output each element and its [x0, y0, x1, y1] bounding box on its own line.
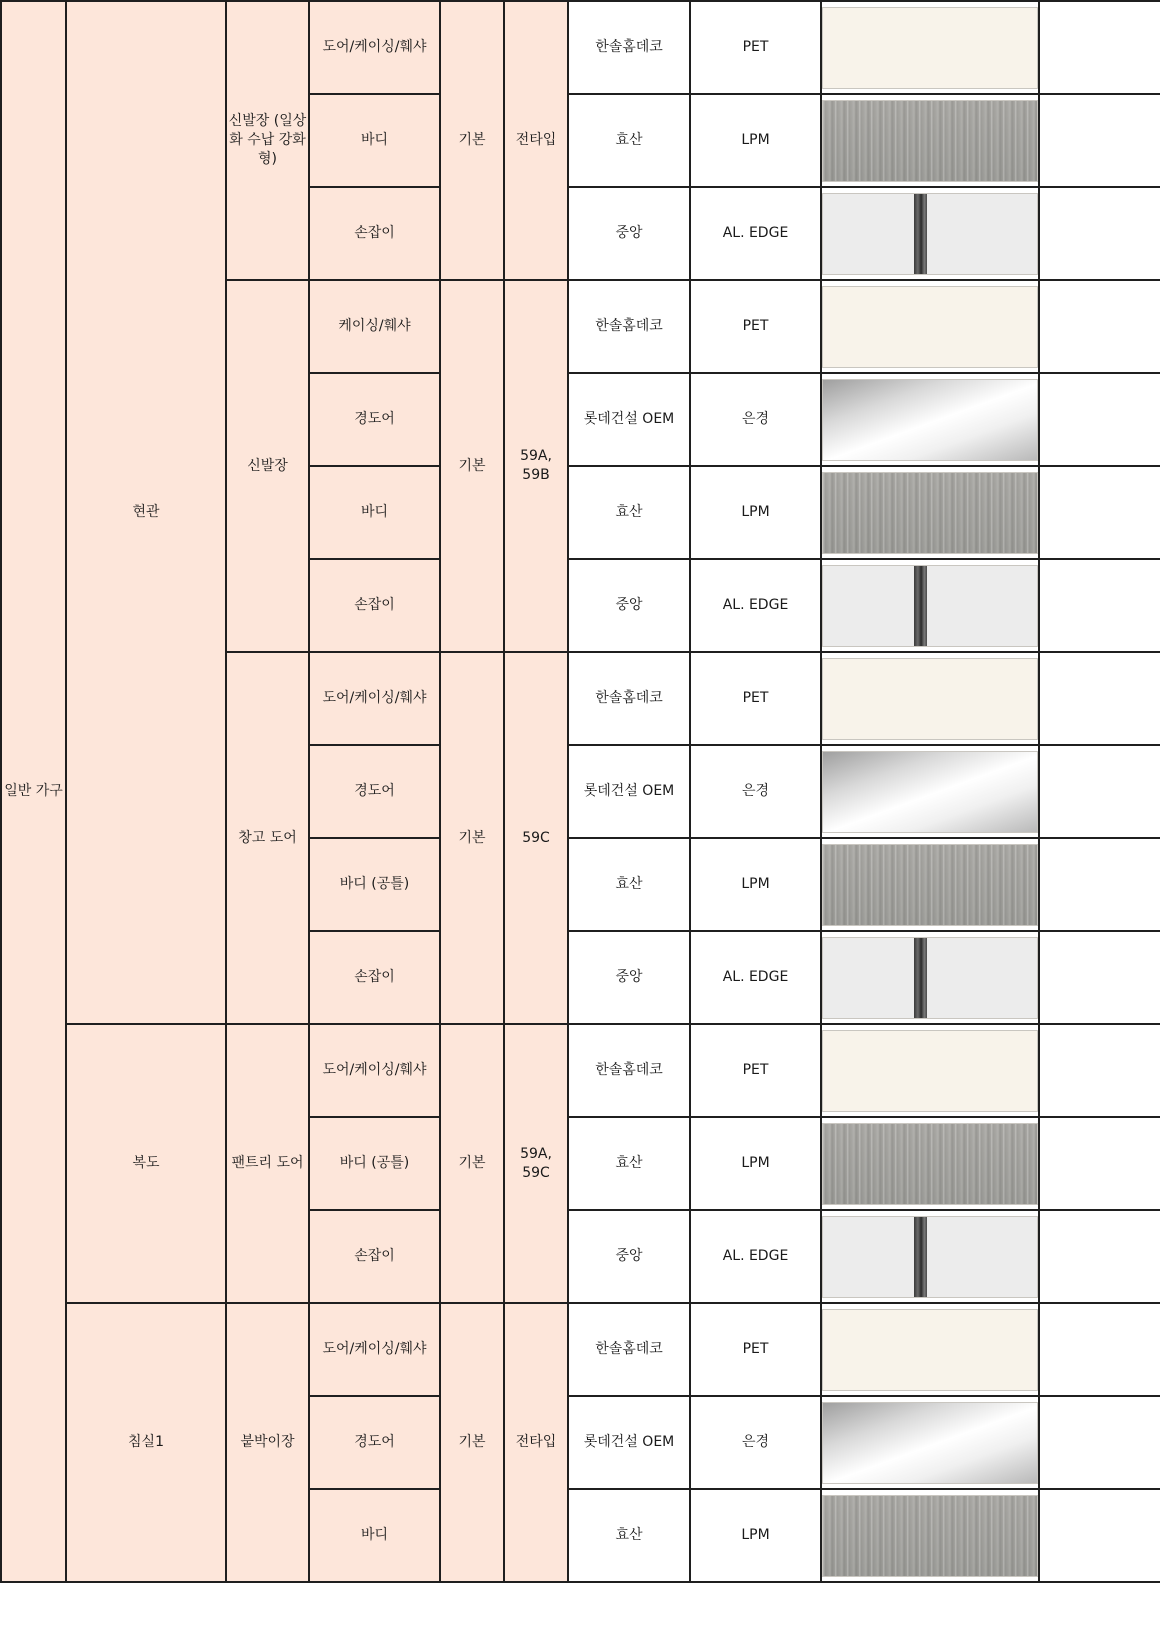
note-cell [1039, 559, 1160, 652]
part-cell: 바디 [309, 1489, 440, 1582]
note-cell [1039, 1396, 1160, 1489]
spec-cell: 기본 [440, 280, 504, 652]
lpm-swatch-image [822, 1495, 1038, 1577]
swatch-cell [821, 559, 1039, 652]
part-cell: 경도어 [309, 373, 440, 466]
pet-swatch-image [822, 658, 1038, 740]
item-cell: 신발장 [226, 280, 309, 652]
swatch-cell [821, 1396, 1039, 1489]
maker-cell: 효산 [568, 1117, 690, 1210]
unit-type-cell: 전타입 [504, 1303, 568, 1582]
part-cell: 경도어 [309, 745, 440, 838]
maker-cell: 롯데건설 OEM [568, 1396, 690, 1489]
material-cell: PET [690, 652, 821, 745]
maker-cell: 롯데건설 OEM [568, 373, 690, 466]
note-cell [1039, 931, 1160, 1024]
item-cell: 팬트리 도어 [226, 1024, 309, 1303]
note-cell [1039, 652, 1160, 745]
swatch-cell [821, 187, 1039, 280]
swatch-cell [821, 1024, 1039, 1117]
material-cell: AL. EDGE [690, 931, 821, 1024]
note-cell [1039, 745, 1160, 838]
spec-cell: 기본 [440, 1024, 504, 1303]
maker-cell: 중앙 [568, 559, 690, 652]
part-cell: 도어/케이싱/훼샤 [309, 1303, 440, 1396]
swatch-cell [821, 373, 1039, 466]
material-cell: 은경 [690, 745, 821, 838]
swatch-cell [821, 94, 1039, 187]
note-cell [1039, 838, 1160, 931]
note-cell [1039, 1303, 1160, 1396]
maker-cell: 한솔홈데코 [568, 1024, 690, 1117]
part-cell: 손잡이 [309, 931, 440, 1024]
material-cell: PET [690, 1303, 821, 1396]
edge-handle-swatch-image [822, 193, 1038, 275]
maker-cell: 중앙 [568, 187, 690, 280]
pet-swatch-image [822, 286, 1038, 368]
note-cell [1039, 1489, 1160, 1582]
material-cell: LPM [690, 466, 821, 559]
part-cell: 도어/케이싱/훼샤 [309, 1, 440, 94]
material-cell: AL. EDGE [690, 1210, 821, 1303]
note-cell [1039, 1210, 1160, 1303]
material-cell: LPM [690, 1489, 821, 1582]
part-cell: 바디 [309, 94, 440, 187]
material-cell: 은경 [690, 1396, 821, 1489]
table-row [1, 1303, 1160, 1396]
maker-cell: 중앙 [568, 931, 690, 1024]
swatch-cell [821, 1, 1039, 94]
material-cell: AL. EDGE [690, 559, 821, 652]
spec-cell: 기본 [440, 1303, 504, 1582]
part-cell: 손잡이 [309, 559, 440, 652]
pet-swatch-image [822, 1030, 1038, 1112]
spec-cell: 기본 [440, 1, 504, 280]
note-cell [1039, 373, 1160, 466]
unit-type-cell: 59A, 59B [504, 280, 568, 652]
maker-cell: 한솔홈데코 [568, 652, 690, 745]
category-cell: 일반 가구 [1, 1, 66, 1582]
lpm-swatch-image [822, 472, 1038, 554]
mirror-swatch-image [822, 379, 1038, 461]
part-cell: 바디 [309, 466, 440, 559]
part-cell: 도어/케이싱/훼샤 [309, 1024, 440, 1117]
unit-type-cell: 59C [504, 652, 568, 1024]
room-cell: 복도 [66, 1024, 226, 1303]
material-cell: PET [690, 1024, 821, 1117]
item-cell: 붙박이장 [226, 1303, 309, 1582]
item-cell: 신발장 (일상화 수납 강화형) [226, 1, 309, 280]
maker-cell: 효산 [568, 466, 690, 559]
swatch-cell [821, 838, 1039, 931]
material-cell: LPM [690, 1117, 821, 1210]
lpm-swatch-image [822, 1123, 1038, 1205]
note-cell [1039, 280, 1160, 373]
pet-swatch-image [822, 7, 1038, 89]
edge-handle-swatch-image [822, 937, 1038, 1019]
mirror-swatch-image [822, 751, 1038, 833]
room-cell: 침실1 [66, 1303, 226, 1582]
part-cell: 손잡이 [309, 187, 440, 280]
swatch-cell [821, 1489, 1039, 1582]
maker-cell: 효산 [568, 1489, 690, 1582]
maker-cell: 중앙 [568, 1210, 690, 1303]
note-cell [1039, 1024, 1160, 1117]
maker-cell: 효산 [568, 94, 690, 187]
note-cell [1039, 94, 1160, 187]
swatch-cell [821, 1117, 1039, 1210]
note-cell [1039, 466, 1160, 559]
material-cell: 은경 [690, 373, 821, 466]
maker-cell: 효산 [568, 838, 690, 931]
part-cell: 케이싱/훼샤 [309, 280, 440, 373]
swatch-cell [821, 745, 1039, 838]
material-cell: AL. EDGE [690, 187, 821, 280]
maker-cell: 한솔홈데코 [568, 1, 690, 94]
swatch-cell [821, 280, 1039, 373]
item-cell: 창고 도어 [226, 652, 309, 1024]
note-cell [1039, 1, 1160, 94]
table-row [1, 1, 1160, 94]
table-row [1, 1024, 1160, 1117]
swatch-cell [821, 1303, 1039, 1396]
unit-type-cell: 전타입 [504, 1, 568, 280]
pet-swatch-image [822, 1309, 1038, 1391]
room-cell: 현관 [66, 1, 226, 1024]
lpm-swatch-image [822, 100, 1038, 182]
maker-cell: 한솔홈데코 [568, 280, 690, 373]
part-cell: 바디 (공틀) [309, 1117, 440, 1210]
material-cell: PET [690, 1, 821, 94]
swatch-cell [821, 652, 1039, 745]
material-cell: LPM [690, 838, 821, 931]
material-cell: LPM [690, 94, 821, 187]
unit-type-cell: 59A, 59C [504, 1024, 568, 1303]
note-cell [1039, 1117, 1160, 1210]
part-cell: 손잡이 [309, 1210, 440, 1303]
swatch-cell [821, 931, 1039, 1024]
swatch-cell [821, 1210, 1039, 1303]
maker-cell: 한솔홈데코 [568, 1303, 690, 1396]
part-cell: 바디 (공틀) [309, 838, 440, 931]
swatch-cell [821, 466, 1039, 559]
note-cell [1039, 187, 1160, 280]
spec-cell: 기본 [440, 652, 504, 1024]
lpm-swatch-image [822, 844, 1038, 926]
material-cell: PET [690, 280, 821, 373]
part-cell: 경도어 [309, 1396, 440, 1489]
edge-handle-swatch-image [822, 1216, 1038, 1298]
edge-handle-swatch-image [822, 565, 1038, 647]
maker-cell: 롯데건설 OEM [568, 745, 690, 838]
mirror-swatch-image [822, 1402, 1038, 1484]
part-cell: 도어/케이싱/훼샤 [309, 652, 440, 745]
